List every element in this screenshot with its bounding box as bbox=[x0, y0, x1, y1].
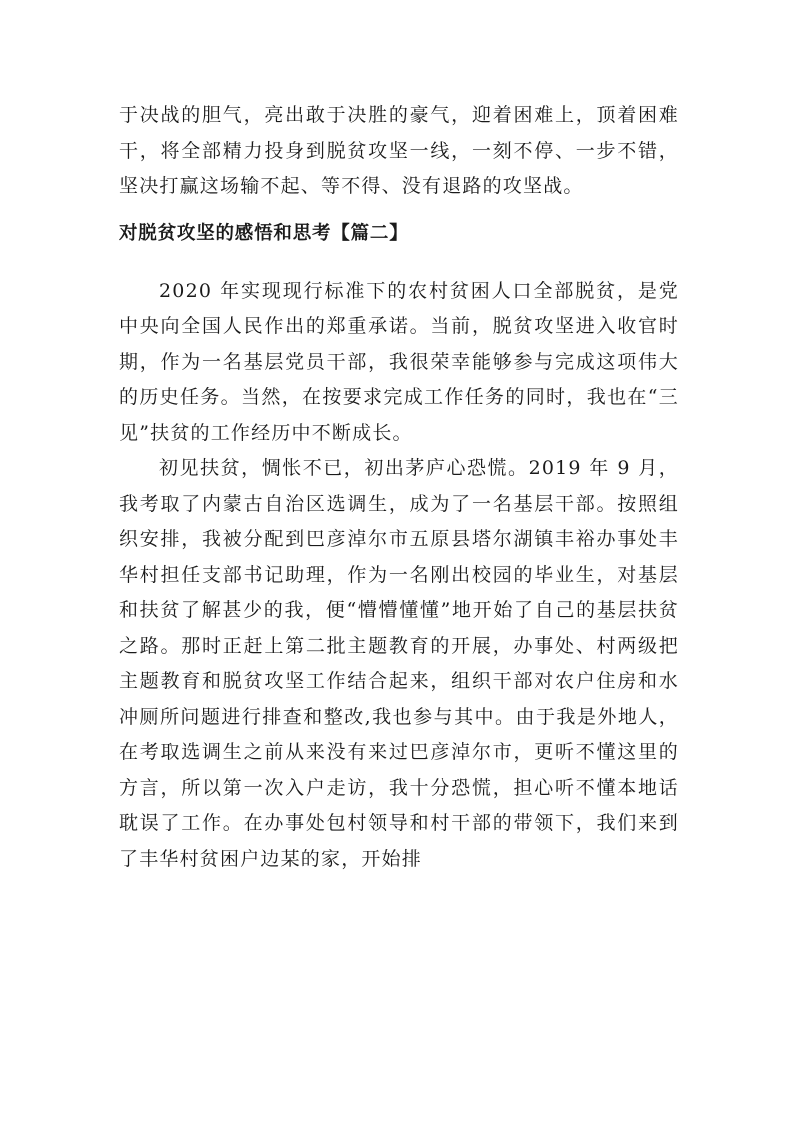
paragraph-continued: 于决战的胆气，亮出敢于决胜的豪气，迎着困难上，顶着困难干，将全部精力投身到脱贫攻坚一线，一刻不停、一步不错，坚决打赢这场输不起、等不得、没有退路的攻坚战。 bbox=[119, 104, 679, 197]
section-heading: 对脱贫攻坚的感悟和思考【篇二】 bbox=[119, 222, 409, 244]
document-body bbox=[119, 98, 679, 877]
paragraph-1: 2020 年实现现行标准下的农村贫困人口全部脱贫，是党中央向全国人民作出的郑重承诺。当前，脱贫攻坚进入收官时期，作为一名基层党员干部，我很荣幸能够参与完成这项伟大的历史任务。当然，在按要求完成工作任务的同时，我也在“三见”扶贫的工作经历中不断成长。 bbox=[119, 279, 679, 444]
paragraph-2: 初见扶贫，惆怅不已，初出茅庐心恐慌。2019 年 9 月，我考取了内蒙古自治区选调生，成为了一名基层干部。按照组织安排，我被分配到巴彦淖尔市五原县塔尔湖镇丰裕办事处丰华村担任支部书记助理，作为一名刚出校园的毕业生，对基层和扶贫了解甚少的我，便“懵懵懂懂”地开始了自己的基层扶贫之路。那时正赶上第二批主题教育的开展，办事处、村两级把主题教育和脱贫攻坚工作结合起来，组织干部对农户住房和水冲厕所问题进行排查和整改,我也参与其中。由于我是外地人，在考取选调生之前从来没有来过巴彦淖尔市，更听不懂这里的方言，所以第一次入户走访，我十分恐慌，担心听不懂本地话耽误了工作。在办事处包村领导和村干部的带领下，我们来到了丰华村贫困户边某的家，开始排 bbox=[119, 457, 679, 870]
